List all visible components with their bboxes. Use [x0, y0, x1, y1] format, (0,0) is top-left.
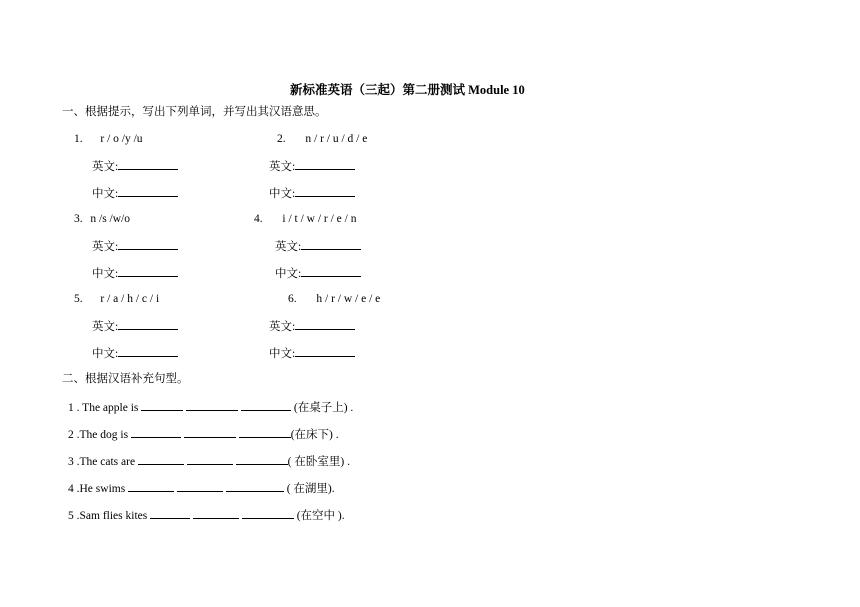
item-5 [74, 292, 159, 306]
sentence-start: 5 .Sam flies kites [68, 510, 148, 522]
sentence-blank[interactable] [150, 507, 190, 519]
english-answer-blank[interactable] [118, 318, 178, 330]
sentence-2 [68, 426, 339, 442]
english-answer-blank[interactable] [118, 238, 178, 250]
chinese-line [269, 345, 355, 361]
sentence-blank[interactable] [226, 480, 284, 492]
english-label: 英文: [92, 321, 119, 333]
chinese-line [275, 265, 361, 281]
chinese-answer-blank[interactable] [301, 265, 361, 277]
sentence-blank[interactable] [184, 426, 236, 438]
item-letters: r / a / h / c / i [100, 293, 160, 305]
sentence-blank[interactable] [131, 426, 181, 438]
sentence-blank[interactable] [239, 426, 291, 438]
sentence-blank[interactable] [236, 453, 288, 465]
sentence-blank[interactable] [177, 480, 223, 492]
item-letters: r / o /y /u [100, 133, 143, 145]
item-number: 4. [254, 213, 263, 225]
sentence-blank[interactable] [193, 507, 239, 519]
chinese-answer-blank[interactable] [118, 345, 178, 357]
section1-heading: 一、根据提示，写出下列单词，并写出其汉语意思。 [62, 106, 327, 118]
item-4 [254, 212, 356, 226]
english-answer-blank[interactable] [295, 158, 355, 170]
chinese-label: 中文: [92, 268, 119, 280]
english-answer-blank[interactable] [295, 318, 355, 330]
sentence-4 [68, 480, 335, 496]
chinese-label: 中文: [269, 188, 296, 200]
item-number: 1. [74, 133, 83, 145]
sentence-blank[interactable] [242, 507, 294, 519]
chinese-line [92, 265, 178, 281]
chinese-answer-blank[interactable] [118, 265, 178, 277]
english-line [92, 158, 178, 174]
english-label: 英文: [269, 161, 296, 173]
english-answer-blank[interactable] [118, 158, 178, 170]
sentence-3 [68, 453, 350, 469]
sentence-blank[interactable] [241, 399, 291, 411]
chinese-label: 中文: [92, 188, 119, 200]
chinese-label: 中文: [269, 348, 296, 360]
english-answer-blank[interactable] [301, 238, 361, 250]
english-line [269, 318, 355, 334]
sentence-hint: ( 在湖里). [286, 483, 335, 495]
sentence-hint: (在桌子上) . [293, 402, 354, 414]
item-letters: n / r / u / d / e [305, 133, 368, 145]
chinese-label: 中文: [92, 348, 119, 360]
sentence-start: 1 . The apple is [68, 402, 139, 414]
english-label: 英文: [92, 241, 119, 253]
sentence-hint: ( 在卧室里) . [287, 456, 350, 468]
sentence-blank[interactable] [138, 453, 184, 465]
sentence-5 [68, 507, 345, 523]
sentence-blank[interactable] [186, 399, 238, 411]
chinese-line [92, 345, 178, 361]
item-1 [74, 132, 143, 146]
chinese-line [269, 185, 355, 201]
sentence-hint: (在空中 ). [296, 510, 345, 522]
sentence-blank[interactable] [128, 480, 174, 492]
item-letters: h / r / w / e / e [316, 293, 381, 305]
item-number: 5. [74, 293, 83, 305]
chinese-answer-blank[interactable] [118, 185, 178, 197]
english-line [275, 238, 361, 254]
sentence-1 [68, 399, 353, 415]
item-number: 6. [288, 293, 297, 305]
sentence-start: 3 .The cats are [68, 456, 136, 468]
english-label: 英文: [92, 161, 119, 173]
english-label: 英文: [275, 241, 302, 253]
item-number: 3. [74, 213, 83, 225]
chinese-answer-blank[interactable] [295, 345, 355, 357]
item-letters: n /s /w/o [90, 213, 130, 225]
english-line [92, 238, 178, 254]
sentence-hint: (在床下) . [290, 429, 339, 441]
sentence-start: 4 .He swims [68, 483, 126, 495]
item-number: 2. [277, 133, 286, 145]
sentence-blank[interactable] [141, 399, 183, 411]
chinese-label: 中文: [275, 268, 302, 280]
english-line [269, 158, 355, 174]
item-2 [277, 132, 367, 146]
item-letters: i / t / w / r / e / n [282, 213, 357, 225]
section2-heading: 二、根据汉语补充句型。 [62, 373, 189, 385]
chinese-line [92, 185, 178, 201]
sentence-start: 2 .The dog is [68, 429, 129, 441]
item-3 [74, 212, 130, 226]
chinese-answer-blank[interactable] [295, 185, 355, 197]
english-line [92, 318, 178, 334]
item-6 [288, 292, 380, 306]
page-title: 新标准英语（三起）第二册测试 Module 10 [290, 83, 525, 97]
english-label: 英文: [269, 321, 296, 333]
sentence-blank[interactable] [187, 453, 233, 465]
